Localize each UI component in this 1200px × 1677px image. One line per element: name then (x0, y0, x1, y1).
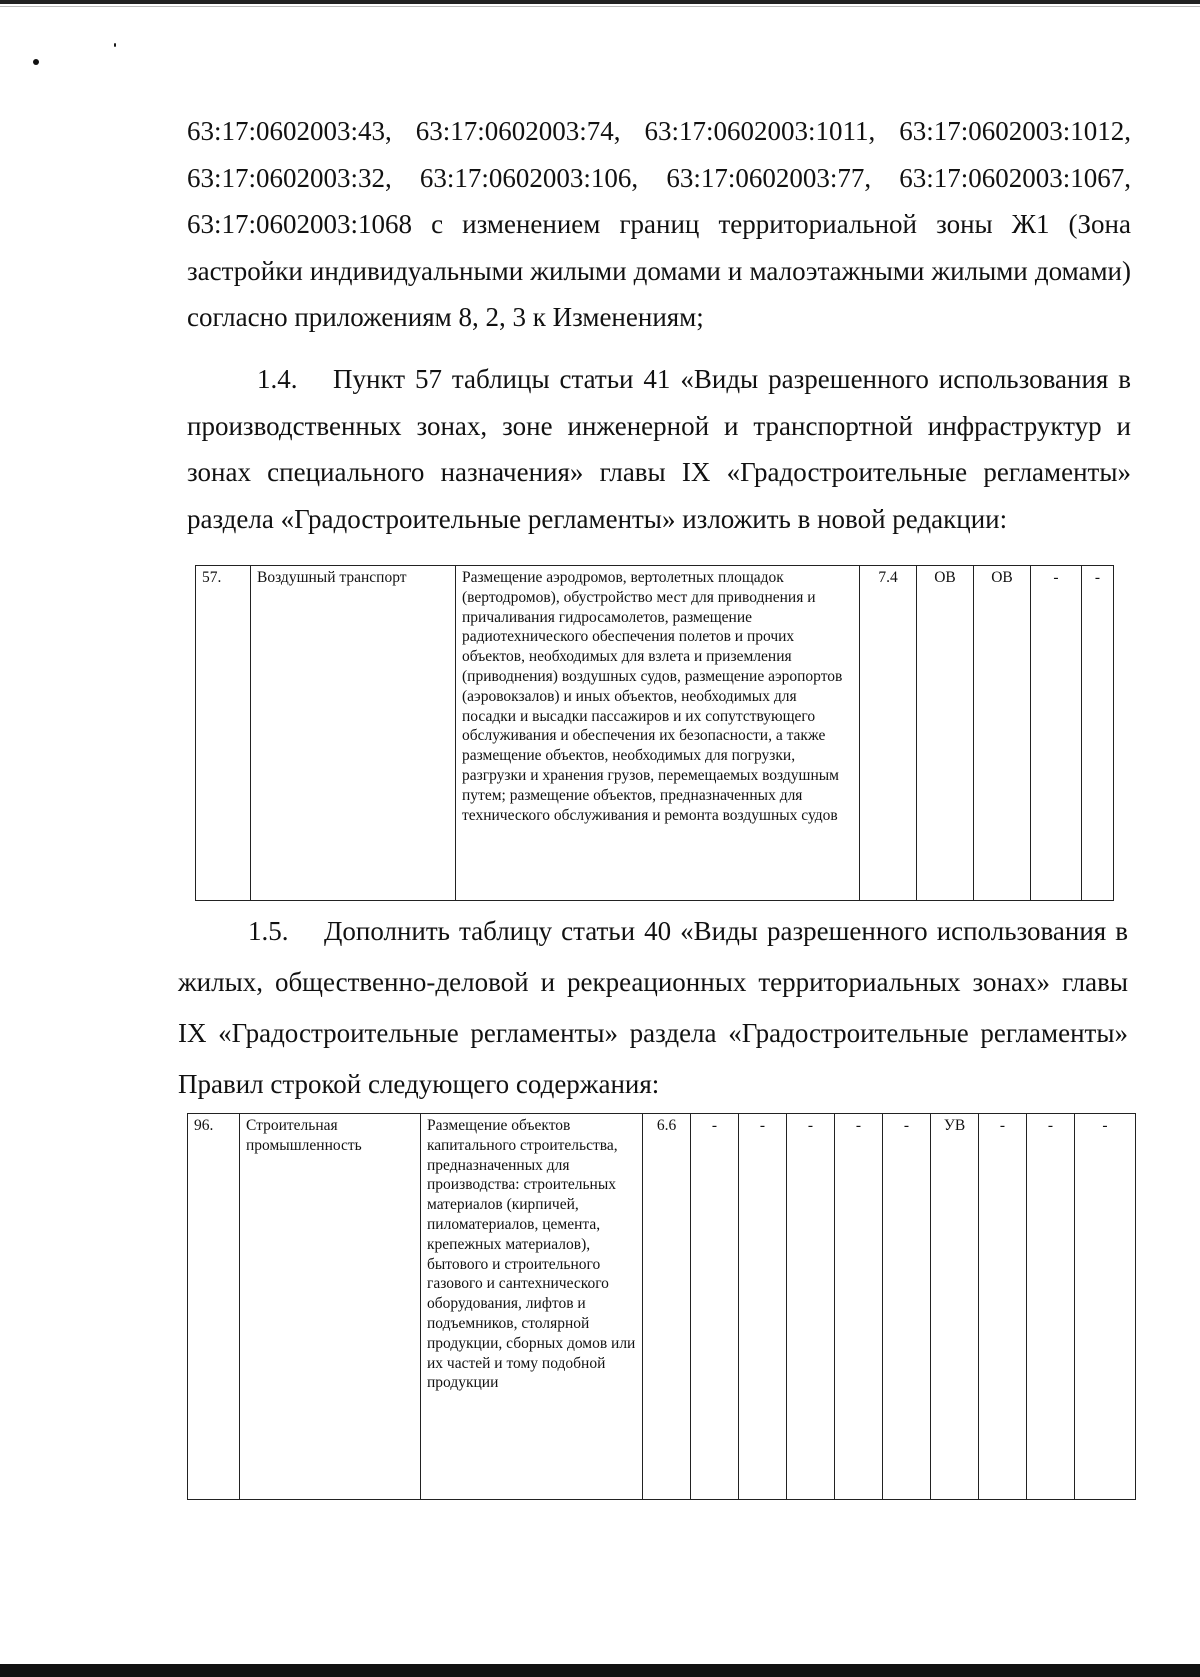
scan-bottom-edge (0, 1664, 1200, 1677)
zone-cell: - (691, 1114, 739, 1500)
zone-cell: ОВ (974, 566, 1031, 901)
scan-top-edge (0, 0, 1200, 4)
use-code-cell: 6.6 (643, 1114, 691, 1500)
scan-speck (33, 59, 39, 65)
zone-cell: - (883, 1114, 931, 1500)
use-name-cell: Строительная промышленность (240, 1114, 421, 1500)
row-number-cell: 57. (196, 566, 251, 901)
table-article-41-row-57 (195, 565, 1114, 901)
scan-top-line (0, 6, 1200, 7)
table-article-40-row-96 (187, 1113, 1136, 1500)
row-number-cell: 96. (188, 1114, 240, 1500)
zone-cell: - (787, 1114, 835, 1500)
table-row (196, 566, 1114, 901)
use-description-cell: Размещение аэродромов, вертолетных площадок (вертодромов), обустройство мест для приводнения и причаливания гидросамолетов, размещение радиотехнического обеспечения полетов и прочих объектов, необходимых для взлета и приземления (приводнения) воздушных судов, размещение аэропортов (аэровокзалов) и иных объектов, необходимых для посадки и высадки пассажиров и их сопутствующего обслуживания и обеспечения их безопасности, а также размещение объектов, необходимых для погрузки, разгрузки и хранения грузов, перемещаемых воздушным путем; размещение объектов, предназначенных для технического обслуживания и ремонта воздушных судов (456, 566, 860, 901)
use-code-cell: 7.4 (860, 566, 917, 901)
zone-cell: - (1075, 1114, 1136, 1500)
zone-cell: - (1027, 1114, 1075, 1500)
zone-cell: - (1031, 566, 1082, 901)
zone-cell: - (1082, 566, 1114, 901)
section-number: 1.4. (257, 364, 298, 394)
intro-paragraph: 63:17:0602003:43, 63:17:0602003:74, 63:17:0602003:1011, 63:17:0602003:1012, 63:17:0602003:32, 63:17:0602003:106, 63:17:0602003:77, 63:17:0602003:1067, 63:17:0602003:1068 с изменением границ территориальной зоны Ж1 (Зона застройки индивидуальными жилыми домами и малоэтажными жилыми домами) согласно приложениям 8, 2, 3 к Изменениям; (187, 116, 1131, 332)
use-description-cell: Размещение объектов капитального строительства, предназначенных для производства: строительных материалов (кирпичей, пиломатериалов, цемента, крепежных материалов), бытового и строительного газового и сантехнического оборудования, лифтов и подъемников, столярной продукции, сборных домов или их частей и тому подобной продукции (421, 1114, 643, 1500)
zone-cell: - (739, 1114, 787, 1500)
zone-cell: УВ (931, 1114, 979, 1500)
zone-cell: ОВ (917, 566, 974, 901)
section-number: 1.5. (248, 916, 289, 946)
section-text: Пункт 57 таблицы статьи 41 «Виды разрешенного использования в производственных зонах, зоне инженерной и транспортной инфраструктур и зонах специального назначения» главы IX «Градостроительные регламенты» раздела «Градостроительные регламенты» изложить в новой редакции: (187, 364, 1131, 534)
zone-cell: - (979, 1114, 1027, 1500)
use-name-cell: Воздушный транспорт (251, 566, 456, 901)
section-1-4 (187, 356, 1131, 542)
section-text: Дополнить таблицу статьи 40 «Виды разрешенного использования в жилых, общественно-деловой и рекреационных территориальных зонах» главы IX «Градостроительные регламенты» раздела «Градостроительные регламенты» Правил строкой следующего содержания: (178, 916, 1128, 1099)
section-1-5 (178, 906, 1128, 1110)
scan-speck (114, 43, 116, 47)
table-row (188, 1114, 1136, 1500)
zone-cell: - (835, 1114, 883, 1500)
